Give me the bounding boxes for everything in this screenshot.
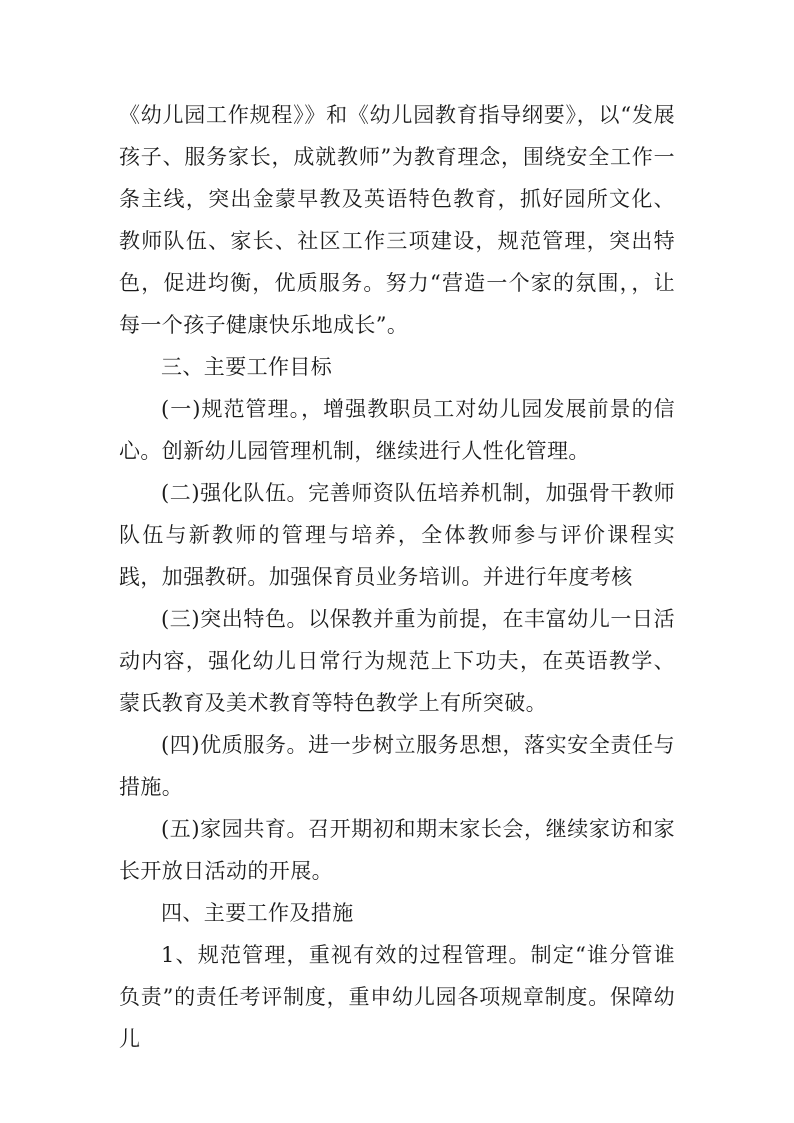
paragraph-intro: 《幼儿园工作规程》》和《幼儿园教育指导纲要》，以“发展孩子、服务家长，成就教师”为教育理念，围绕安全工作一条主线，突出金蒙早教及英语特色教育，抓好园所文化、教师队伍、家长、社区工作三项建设，规范管理，突出特色，促进均衡，优质服务。努力“营造一个家的氛围，，让每一个孩子健康快乐地成长”。 [119, 103, 675, 337]
paragraph-goal-3: (三)突出特色。以保教并重为前提，在丰富幼儿一日活动内容，强化幼儿日常行为规范上下功夫，在英语教学、蒙氏教育及美术教育等特色教学上有所突破。 [119, 607, 675, 715]
paragraph-measure-1: 1、规范管理，重视有效的过程管理。制定“谁分管谁负责”的责任考评制度，重申幼儿园各项规章制度。保障幼儿 [119, 943, 675, 1051]
document-body [119, 94, 675, 1060]
paragraph-goal-5: (五)家园共育。召开期初和期末家长会，继续家访和家长开放日活动的开展。 [119, 817, 675, 883]
paragraph-goal-2: (二)强化队伍。完善师资队伍培养机制，加强骨干教师队伍与新教师的管理与培养，全体教师参与评价课程实践，加强教研。加强保育员业务培训。并进行年度考核 [119, 481, 675, 589]
paragraph-goal-4: (四)优质服务。进一步树立服务思想，落实安全责任与措施。 [119, 733, 675, 799]
section-heading-3: 三、主要工作目标 [161, 355, 333, 379]
section-heading-4: 四、主要工作及措施 [161, 901, 354, 925]
paragraph-goal-1: (一)规范管理。，增强教职员工对幼儿园发展前景的信心。创新幼儿园管理机制，继续进行人性化管理。 [119, 397, 675, 463]
